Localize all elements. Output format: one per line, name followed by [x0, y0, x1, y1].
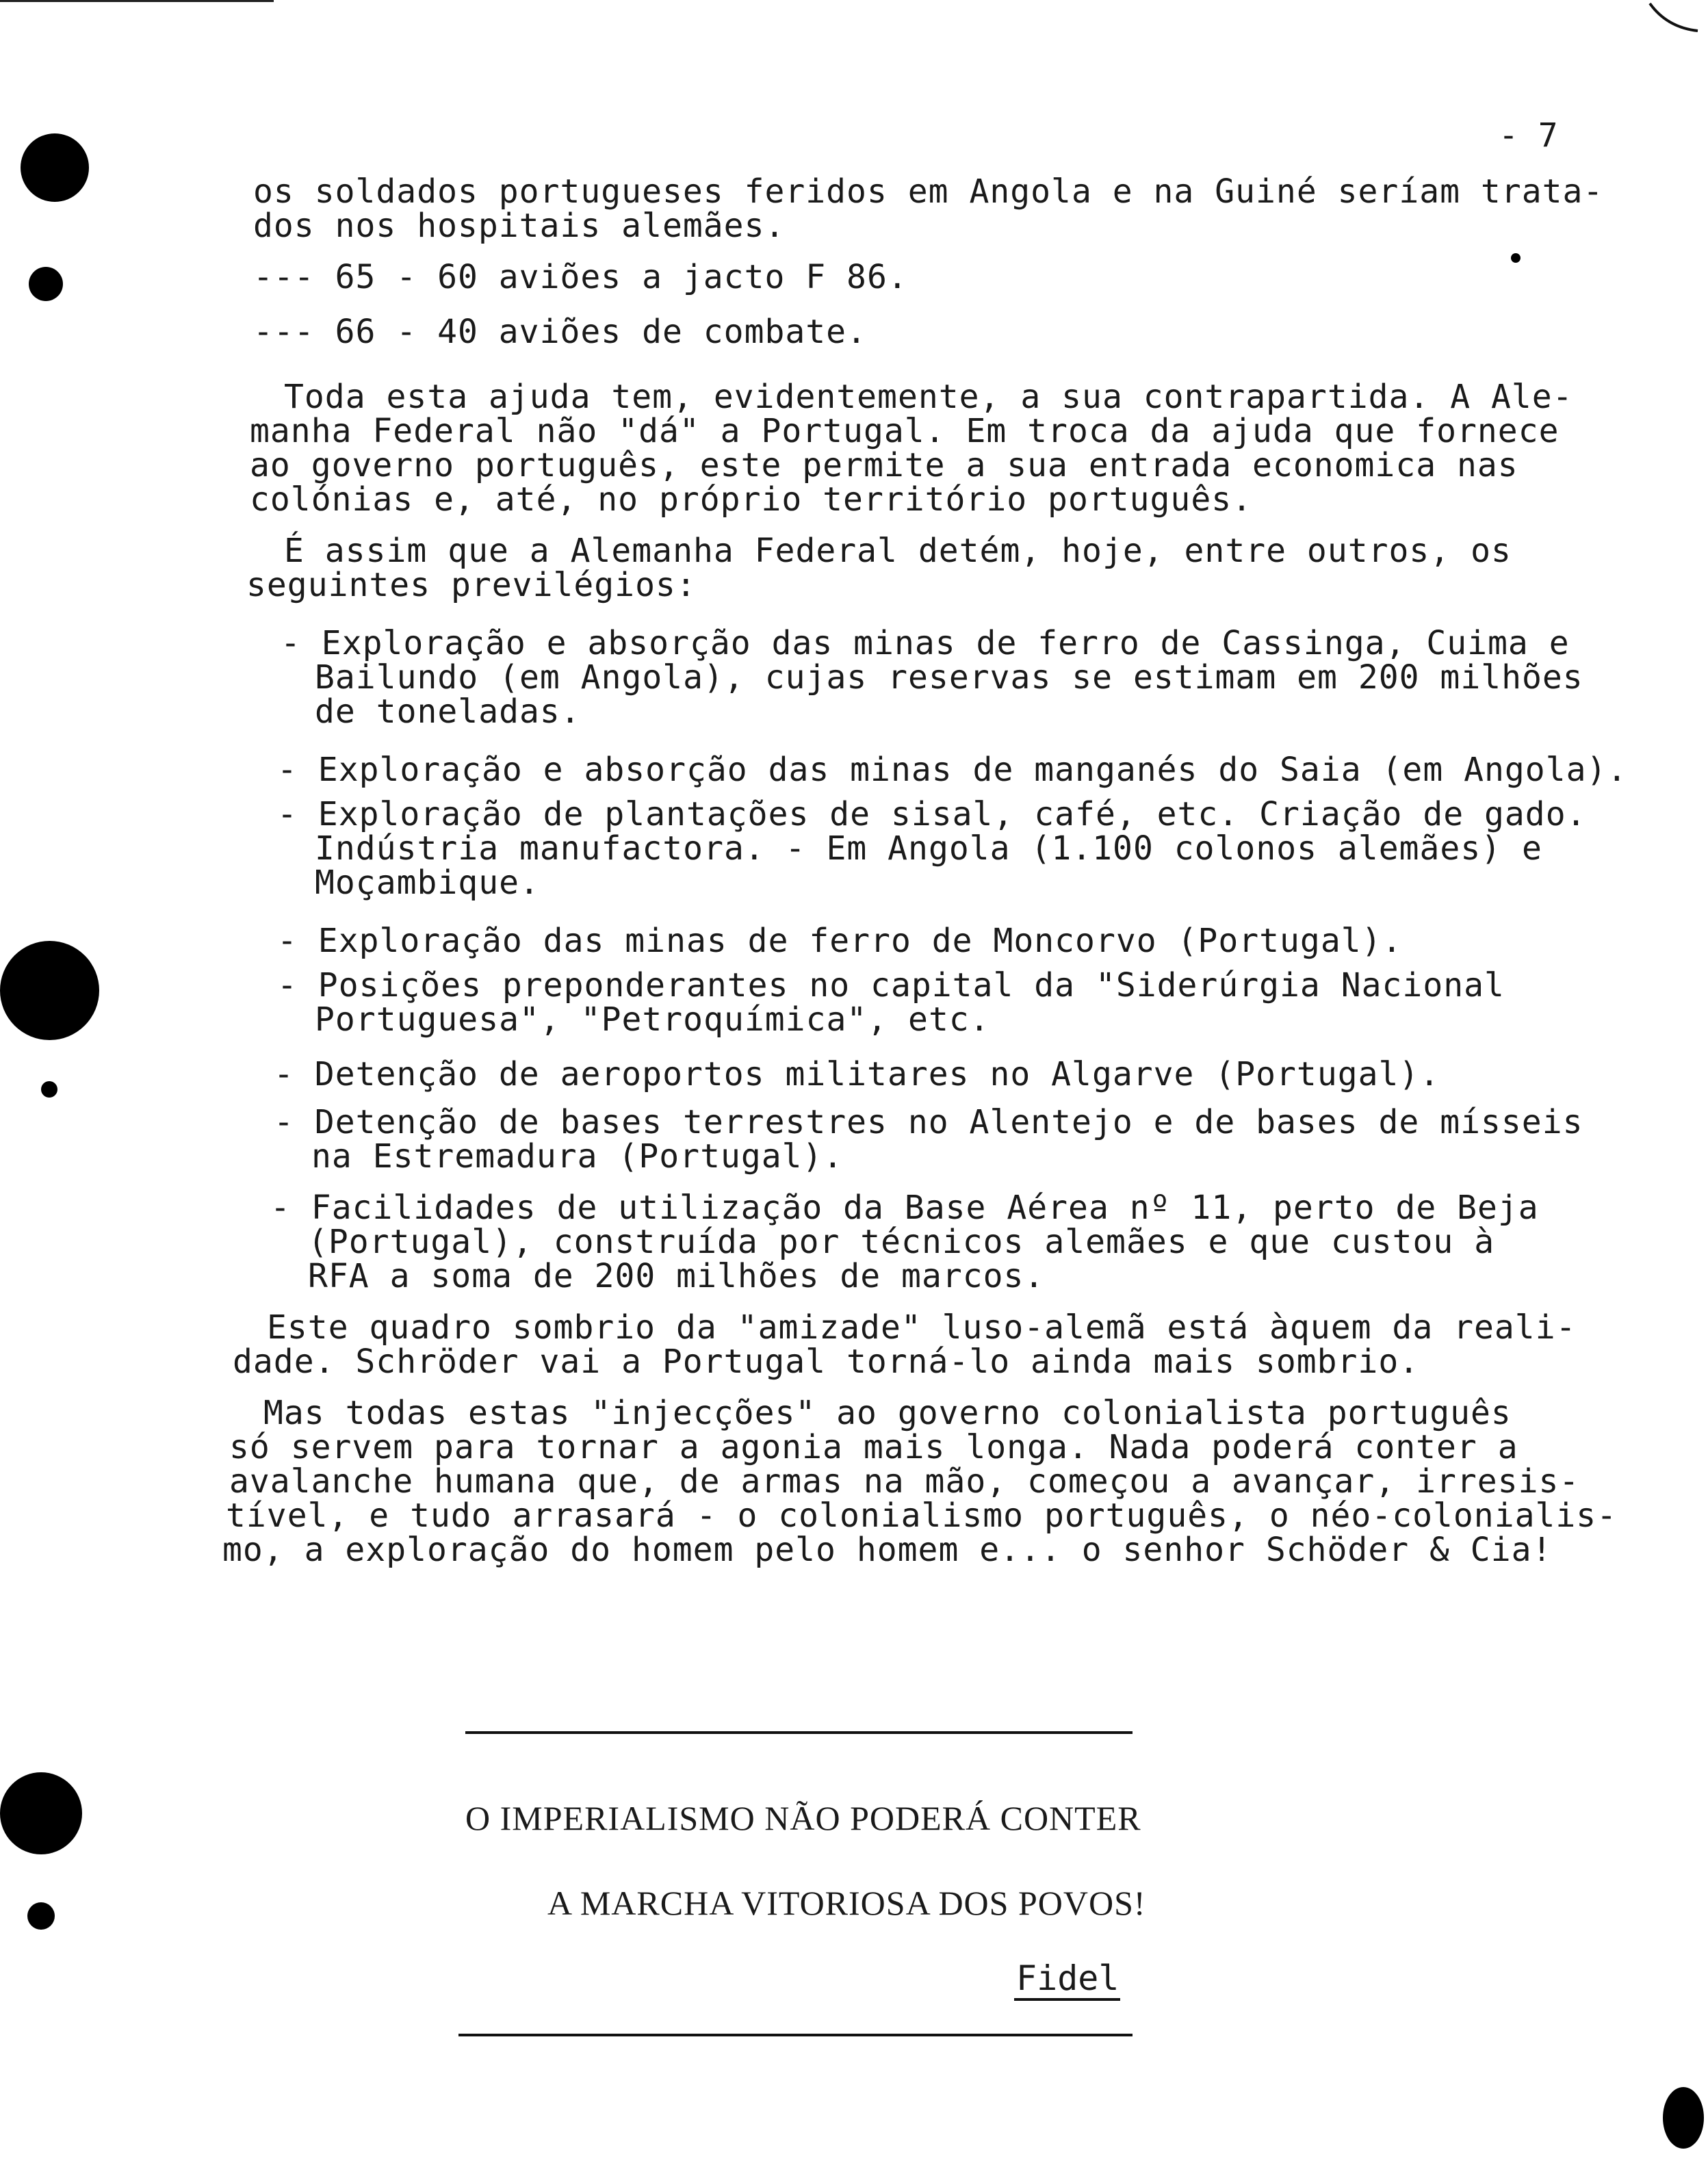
text-line: Mas todas estas "injecções" ao governo colonialista português: [263, 1394, 1512, 1432]
closing-motto-line: O IMPERIALISMO NÃO PODERÁ CONTER: [465, 1799, 1141, 1837]
text-line: tível, e tudo arrasará - o colonialismo português, o néo-colonialis-: [226, 1497, 1618, 1535]
list-line: - Exploração e absorção das minas de ferro de Cassinga, Cuima e: [281, 624, 1570, 662]
text-line: os soldados portugueses feridos em Angola e na Guiné seríam trata-: [253, 172, 1604, 211]
list-line: - Exploração de plantações de sisal, café, etc. Criação de gado.: [277, 795, 1587, 833]
punch-hole: [41, 1081, 57, 1098]
text-line: mo, a exploração do homem pelo homem e... o senhor Schöder & Cia!: [222, 1531, 1553, 1569]
list-line: (Portugal), construída por técnicos alemães e que custou à: [308, 1223, 1495, 1261]
punch-hole: [1663, 2087, 1704, 2149]
text-line: só servem para tornar a agonia mais longa. Nada poderá conter a: [229, 1428, 1518, 1466]
list-line: - Detenção de aeroportos militares no Algarve (Portugal).: [274, 1055, 1440, 1093]
ink-dot: [1511, 253, 1521, 263]
list-line: RFA a soma de 200 milhões de marcos.: [308, 1257, 1045, 1295]
corner-scan-mark: [1646, 0, 1701, 41]
list-line: na Estremadura (Portugal).: [311, 1137, 844, 1176]
punch-hole: [0, 941, 99, 1040]
text-line: ao governo português, este permite a sua entrada economica nas: [250, 446, 1518, 484]
list-line: - Posições preponderantes no capital da "Siderúrgia Nacional: [277, 966, 1505, 1005]
text-line: avalanche humana que, de armas na mão, começou a avançar, irresis-: [229, 1462, 1580, 1501]
list-line: Moçambique.: [315, 864, 540, 902]
list-line: - Exploração das minas de ferro de Moncorvo (Portugal).: [277, 922, 1403, 960]
closing-motto-line: A MARCHA VITORIOSA DOS POVOS!: [547, 1884, 1146, 1922]
list-line: Bailundo (em Angola), cujas reservas se estimam em 200 milhões: [315, 658, 1583, 697]
text-line: seguintes previlégios:: [246, 566, 697, 604]
text-line: É assim que a Alemanha Federal detém, hoje, entre outros, os: [284, 532, 1512, 570]
punch-hole: [0, 1772, 82, 1854]
signature-underline: [1014, 1998, 1120, 2001]
scan-edge-line: [0, 0, 274, 2]
list-line: --- 65 - 60 aviões a jacto F 86.: [253, 258, 908, 296]
signature: Fidel: [1016, 1958, 1120, 1998]
list-line: de toneladas.: [315, 692, 581, 731]
punch-hole: [29, 267, 63, 301]
text-line: dade. Schröder vai a Portugal torná-lo ainda mais sombrio.: [233, 1343, 1420, 1381]
page-number: - 7: [1499, 116, 1558, 155]
separator-line: [458, 2034, 1133, 2036]
list-line: Indústria manufactora. - Em Angola (1.100 colonos alemães) e: [315, 829, 1542, 868]
punch-hole: [27, 1902, 55, 1930]
text-line: Este quadro sombrio da "amizade" luso-alemã está àquem da reali-: [267, 1308, 1577, 1347]
text-line: dos nos hospitais alemães.: [253, 207, 786, 245]
list-line: --- 66 - 40 aviões de combate.: [253, 313, 867, 351]
list-line: Portuguesa", "Petroquímica", etc.: [315, 1000, 990, 1039]
list-line: - Exploração e absorção das minas de manganés do Saia (em Angola).: [277, 751, 1628, 789]
punch-hole: [21, 133, 89, 202]
text-line: manha Federal não "dá" a Portugal. Em troca da ajuda que fornece: [250, 412, 1560, 450]
list-line: - Detenção de bases terrestres no Alentejo e de bases de mísseis: [274, 1103, 1583, 1141]
text-line: Toda esta ajuda tem, evidentemente, a sua contrapartida. A Ale-: [284, 378, 1573, 416]
text-line: colónias e, até, no próprio território português.: [250, 480, 1253, 519]
list-line: - Facilidades de utilização da Base Aérea nº 11, perto de Beja: [270, 1189, 1539, 1227]
separator-line: [465, 1731, 1133, 1734]
